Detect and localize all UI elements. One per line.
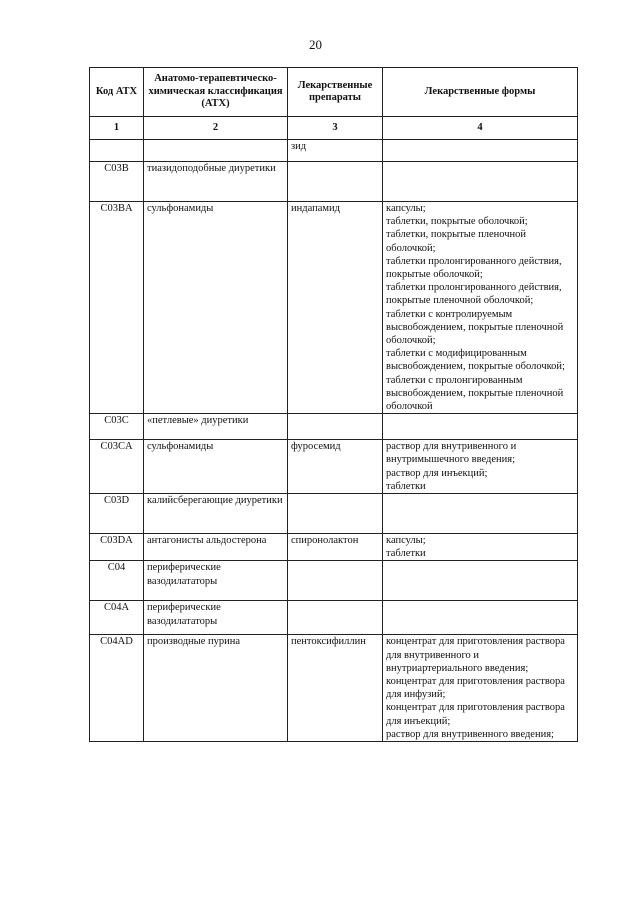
atx-code-cell: C03BA — [90, 202, 144, 414]
drug-cell: пентоксифиллин — [288, 635, 383, 742]
drug-cell — [288, 162, 383, 202]
atx-code-cell: C04A — [90, 601, 144, 635]
drug-cell: индапамид — [288, 202, 383, 414]
drug-cell — [288, 561, 383, 601]
dosage-forms-cell — [383, 140, 578, 162]
column-number: 4 — [383, 117, 578, 140]
table-row — [90, 534, 578, 561]
classification-cell — [144, 140, 288, 162]
classification-cell: производные пурина — [144, 635, 288, 742]
dosage-form-item: капсулы; — [386, 535, 426, 547]
dosage-form-item: таблетки с контролируемым высвобождением, покрытые пленочной оболочкой; — [386, 308, 564, 347]
drug-cell: спиронолактон — [288, 534, 383, 561]
dosage-form-item: таблетки — [386, 548, 426, 560]
dosage-form-item: раствор для внутривенного и внутримышечного введения; — [386, 441, 517, 466]
dosage-forms-cell — [383, 561, 578, 601]
dosage-forms-cell — [383, 635, 578, 742]
dosage-form-item: таблетки пролонгированного действия, покрытые пленочной оболочкой; — [386, 282, 562, 307]
dosage-form-item: таблетки с пролонгированным высвобождением, покрытые пленочной оболочкой — [386, 374, 564, 413]
header-drugs: Лекарственные препараты — [288, 68, 383, 117]
drug-cell — [288, 414, 383, 440]
table-body — [90, 117, 578, 742]
atx-code-cell: C03C — [90, 414, 144, 440]
classification-cell: периферические вазодилататоры — [144, 561, 288, 601]
column-number: 3 — [288, 117, 383, 140]
atx-code-cell: C03CA — [90, 440, 144, 494]
classification-cell: сульфонамиды — [144, 440, 288, 494]
column-number-row — [90, 117, 578, 140]
atx-table — [89, 67, 578, 742]
dosage-form-item: капсулы; — [386, 203, 426, 214]
classification-cell: периферические вазодилататоры — [144, 601, 288, 635]
dosage-form-item: раствор для внутривенного введения; — [386, 728, 554, 740]
drug-cell — [288, 494, 383, 534]
header-dosage-forms: Лекарственные формы — [383, 68, 578, 117]
dosage-form-item: таблетки, покрытые оболочкой; — [386, 216, 528, 228]
dosage-forms-cell — [383, 202, 578, 414]
table-row — [90, 414, 578, 440]
classification-cell: «петлевые» диуретики — [144, 414, 288, 440]
dosage-forms-cell — [383, 162, 578, 202]
classification-cell: сульфонамиды — [144, 202, 288, 414]
column-number: 2 — [144, 117, 288, 140]
dosage-forms-cell — [383, 534, 578, 561]
table-row — [90, 601, 578, 635]
dosage-forms-cell — [383, 440, 578, 494]
dosage-form-item: концентрат для приготовления раствора для внутривенного и внутриартериального введения; — [386, 636, 565, 674]
drug-cell: зид — [288, 140, 383, 162]
drug-cell — [288, 601, 383, 635]
table-row — [90, 140, 578, 162]
table-row — [90, 202, 578, 414]
atx-code-cell: C03B — [90, 162, 144, 202]
header-row — [90, 68, 578, 117]
table-row — [90, 162, 578, 202]
dosage-forms-cell — [383, 414, 578, 440]
classification-cell: тиазидоподобные диуретики — [144, 162, 288, 202]
atx-code-cell: C04AD — [90, 635, 144, 742]
atx-code-cell: C03D — [90, 494, 144, 534]
dosage-form-item: таблетки — [386, 480, 426, 492]
atx-code-cell: C04 — [90, 561, 144, 601]
dosage-forms-cell — [383, 601, 578, 635]
dosage-form-item: концентрат для приготовления раствора для инъекций; — [386, 702, 565, 727]
table-row — [90, 635, 578, 742]
drug-cell: фуросемид — [288, 440, 383, 494]
header-atx-classification: Анатомо-терапевтическо-химическая классификация (АТХ) — [144, 68, 288, 117]
table-row — [90, 440, 578, 494]
dosage-form-item: таблетки пролонгированного действия, покрытые оболочкой; — [386, 255, 562, 281]
page-number: 20 — [309, 37, 322, 52]
dosage-form-item: таблетки с модифицированным высвобождением, покрытые оболочкой; — [386, 348, 565, 373]
atx-code-cell: C03DA — [90, 534, 144, 561]
table-row — [90, 561, 578, 601]
header-atx-code: Код АТХ — [90, 68, 144, 117]
dosage-form-item: таблетки, покрытые пленочной оболочкой; — [386, 229, 527, 254]
classification-cell: калийсберегающие диуретики — [144, 494, 288, 534]
table-row — [90, 494, 578, 534]
classification-cell: антагонисты альдостерона — [144, 534, 288, 561]
column-number: 1 — [90, 117, 144, 140]
dosage-form-item: концентрат для приготовления раствора для инфузий; — [386, 676, 565, 701]
dosage-form-item: раствор для инъекций; — [386, 467, 488, 479]
dosage-forms-cell — [383, 494, 578, 534]
atx-code-cell — [90, 140, 144, 162]
